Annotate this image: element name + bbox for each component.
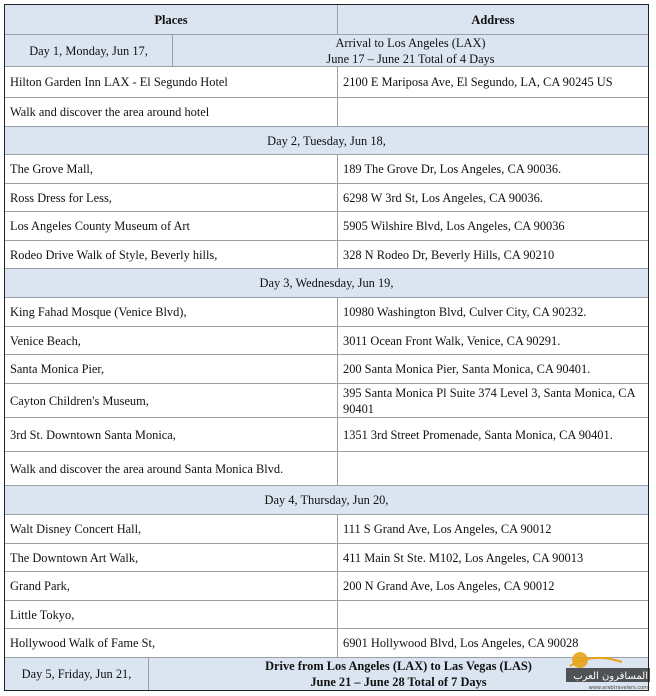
place-cell: Grand Park, <box>5 572 338 600</box>
day-1-title-cell <box>173 35 648 66</box>
day-2-header-row <box>5 127 648 155</box>
address-cell: 111 S Grand Ave, Los Angeles, CA 90012 <box>343 522 552 536</box>
place-cell: Cayton Children's Museum, <box>5 384 338 417</box>
day-3-label: Day 3, Wednesday, Jun 19, <box>5 269 648 297</box>
day-2-label: Day 2, Tuesday, Jun 18, <box>5 127 648 154</box>
day-1-label: Day 1, Monday, Jun 17, <box>5 35 173 66</box>
table-header-row <box>5 5 648 35</box>
place-cell: The Grove Mall, <box>5 155 338 183</box>
watermark-url: www.arabtravelers.com <box>588 685 648 691</box>
header-address: Address <box>338 5 648 34</box>
address-cell <box>338 601 648 628</box>
table-row <box>5 572 648 601</box>
day-5-title: Drive from Los Angeles (LAX) to Las Vegas (LAS) <box>265 659 532 673</box>
table-row <box>5 67 648 98</box>
day-5-subtitle: June 21 – June 28 Total of 7 Days <box>310 675 487 689</box>
address-cell: 328 N Rodeo Dr, Beverly Hills, CA 90210 <box>343 247 555 262</box>
place-cell: Walt Disney Concert Hall, <box>5 515 338 543</box>
table-row <box>5 98 648 127</box>
day-5-header-row <box>5 658 648 690</box>
arab-travelers-watermark-logo <box>562 644 652 692</box>
address-cell: 5905 Wilshire Blvd, Los Angeles, CA 90036 <box>343 219 565 233</box>
place-cell: King Fahad Mosque (Venice Blvd), <box>5 298 338 326</box>
address-cell: 200 N Grand Ave, Los Angeles, CA 90012 <box>343 579 555 593</box>
day-5-label: Day 5, Friday, Jun 21, <box>5 658 149 690</box>
table-row <box>5 212 648 241</box>
place-cell: Santa Monica Pier, <box>5 355 338 383</box>
day-1-header-row <box>5 35 648 67</box>
address-cell: 411 Main St Ste. M102, Los Angeles, CA 90013 <box>343 550 584 565</box>
place-cell: Ross Dress for Less, <box>5 184 338 211</box>
place-cell: Walk and discover the area around hotel <box>5 98 338 126</box>
address-cell <box>338 98 648 126</box>
table-row <box>5 184 648 212</box>
place-cell: Walk and discover the area around Santa Monica Blvd. <box>5 452 338 485</box>
place-cell: Hilton Garden Inn LAX - El Segundo Hotel <box>5 67 338 97</box>
address-cell: 200 Santa Monica Pier, Santa Monica, CA 90401. <box>343 362 591 376</box>
table-row <box>5 155 648 184</box>
place-cell: Little Tokyo, <box>5 601 338 628</box>
address-cell: 1351 3rd Street Promenade, Santa Monica, CA 90401. <box>343 427 613 442</box>
table-row <box>5 601 648 629</box>
day-4-header-row <box>5 486 648 515</box>
place-cell: Los Angeles County Museum of Art <box>5 212 338 240</box>
table-row <box>5 452 648 486</box>
place-cell: Venice Beach, <box>5 327 338 354</box>
table-row <box>5 298 648 327</box>
table-row <box>5 327 648 355</box>
watermark-text: المسافرون العرب <box>573 671 648 682</box>
address-cell: 10980 Washington Blvd, Culver City, CA 90232. <box>343 305 587 319</box>
header-places: Places <box>5 5 338 34</box>
table-row <box>5 515 648 544</box>
place-cell: The Downtown Art Walk, <box>5 544 338 571</box>
itinerary-table <box>4 4 649 691</box>
address-cell: 395 Santa Monica Pl Suite 374 Level 3, Santa Monica, CA 90401 <box>343 385 635 416</box>
day-4-label: Day 4, Thursday, Jun 20, <box>5 486 648 514</box>
table-row <box>5 355 648 384</box>
place-cell: Hollywood Walk of Fame St, <box>5 629 338 657</box>
day-1-subtitle: June 17 – June 21 Total of 4 Days <box>326 51 495 66</box>
place-cell: 3rd St. Downtown Santa Monica, <box>5 418 338 451</box>
address-cell <box>338 452 648 485</box>
address-cell: 3011 Ocean Front Walk, Venice, CA 90291. <box>343 333 561 348</box>
day-3-header-row <box>5 269 648 298</box>
address-cell: 6298 W 3rd St, Los Angeles, CA 90036. <box>343 190 543 205</box>
table-row <box>5 418 648 452</box>
address-cell: 6901 Hollywood Blvd, Los Angeles, CA 90028 <box>343 636 579 650</box>
table-row <box>5 544 648 572</box>
table-row <box>5 384 648 418</box>
address-cell: 2100 E Mariposa Ave, El Segundo, LA, CA 90245 US <box>343 75 613 89</box>
table-row <box>5 629 648 658</box>
day-1-title: Arrival to Los Angeles (LAX) <box>335 35 486 50</box>
place-cell: Rodeo Drive Walk of Style, Beverly hills, <box>5 241 338 268</box>
table-row <box>5 241 648 269</box>
address-cell: 189 The Grove Dr, Los Angeles, CA 90036. <box>343 162 562 176</box>
